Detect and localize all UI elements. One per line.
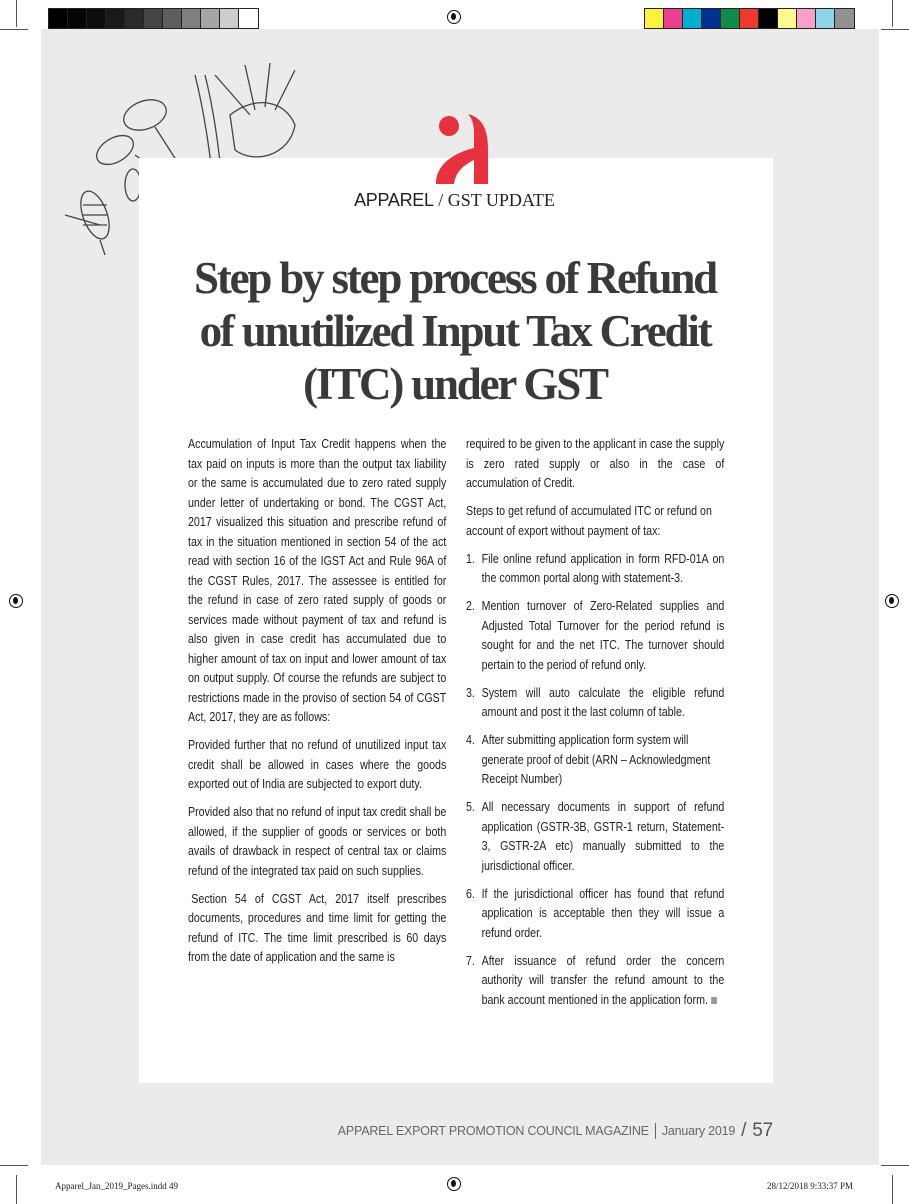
registration-mark-icon xyxy=(447,1177,461,1191)
gray-swatch xyxy=(49,9,68,28)
step-item xyxy=(466,951,724,1010)
paragraph: Provided also that no refund of input tax credit shall be allowed, if the supplier of goods or services or both avails of drawback in respect of central tax or claims refund of the integrated tax paid on such supplies. xyxy=(188,804,447,878)
crop-mark xyxy=(881,1165,909,1166)
step-item xyxy=(466,549,724,588)
magazine-name: APPAREL EXPORT PROMOTION COUNCIL MAGAZINE xyxy=(337,1124,649,1138)
crop-mark xyxy=(892,0,893,27)
gray-swatch xyxy=(239,9,258,28)
gray-swatch xyxy=(163,9,182,28)
gray-swatch xyxy=(144,9,163,28)
color-swatch xyxy=(702,9,721,28)
gray-swatch xyxy=(125,9,144,28)
step-number: 1. xyxy=(466,550,475,566)
registration-mark-icon xyxy=(885,594,899,608)
crop-mark xyxy=(16,0,17,27)
crop-mark xyxy=(0,29,28,30)
crop-mark xyxy=(0,1165,28,1166)
color-swatch xyxy=(835,9,854,28)
step-text xyxy=(482,951,725,1010)
step-number: 2. xyxy=(466,598,475,613)
step-text: Mention turnover of Zero-Related supplies and Adjusted Total Turnover for the period refund is sought for and the net ITC. The turnover should pertain to the period of refund only. xyxy=(481,598,725,672)
gray-swatch xyxy=(220,9,239,28)
page-footer xyxy=(338,1120,773,1142)
grayscale-color-bar xyxy=(48,8,259,29)
color-swatch xyxy=(664,9,683,28)
article-column-right xyxy=(466,434,724,1018)
step-item xyxy=(466,884,724,943)
color-swatch xyxy=(683,9,702,28)
process-color-bar xyxy=(644,8,855,29)
step-item xyxy=(466,596,724,674)
section-topic: GST UPDATE xyxy=(447,190,555,210)
gray-swatch xyxy=(182,9,201,28)
gray-swatch xyxy=(201,9,220,28)
section-separator: / xyxy=(433,190,448,210)
section-category: APPAREL xyxy=(354,190,434,210)
slug-timestamp: 28/12/2018 9:33:37 PM xyxy=(766,1181,853,1191)
end-of-article-square-icon xyxy=(711,997,717,1004)
title-line: of unutilized Input Tax Credit xyxy=(199,306,711,356)
magazine-logo xyxy=(428,112,498,186)
footer-divider xyxy=(655,1123,656,1139)
paragraph: Provided further that no refund of unutilized input tax credit shall be allowed in cases where the goods exported out of India are subjected to export duty. xyxy=(188,737,447,791)
registration-mark-icon xyxy=(447,10,461,24)
step-text: All necessary documents in support of refund application (GSTR-3B, GSTR-1 return, Statement-3, GSTR-2A etc) manually submitted to the jurisdictional officer. xyxy=(481,799,725,873)
color-swatch xyxy=(797,9,816,28)
step-text: File online refund application in form RFD-01A on the common portal along with statement-3. xyxy=(481,550,725,585)
page-number: 57 xyxy=(752,1120,773,1141)
step-text: If the jurisdictional officer has found that refund application is acceptable then they will issue a refund order. xyxy=(481,885,725,940)
gray-swatch xyxy=(68,9,87,28)
slug-filename: Apparel_Jan_2019_Pages.indd 49 xyxy=(55,1181,178,1191)
gray-swatch xyxy=(87,9,106,28)
article-title xyxy=(150,252,760,411)
step-item xyxy=(466,797,724,875)
step-number: 7. xyxy=(466,952,475,968)
paragraph: Section 54 of CGST Act, 2017 itself prescribes documents, procedures and time limit for getting the refund of ITC. The time limit prescribed is 60 days from the date of application and the same is xyxy=(188,890,447,964)
section-header xyxy=(0,190,909,211)
color-swatch xyxy=(816,9,835,28)
crop-mark xyxy=(16,1175,17,1204)
article-column-left xyxy=(188,434,446,975)
step-number: 4. xyxy=(466,732,475,747)
color-swatch xyxy=(740,9,759,28)
crop-mark xyxy=(881,29,909,30)
step-text: After submitting application form system will generate proof of debit (ARN – Acknowledgment Receipt Number) xyxy=(481,732,711,786)
title-line: (ITC) under GST xyxy=(303,359,607,409)
color-swatch xyxy=(721,9,740,28)
step-number: 6. xyxy=(466,885,475,901)
paragraph: Accumulation of Input Tax Credit happens when the tax paid on inputs is more than the output tax liability or the same is accumulated due to zero rated supply under letter of undertaking or bond. The CGST Act, 2017 visualized this situation and prescribe refund of tax in the situation mentioned in section 54 of the act read with section 16 of the IGST Act and Rule 96A of the CGST Rules, 2017. The assessee is entitled for the refund in case of zero rated supply of goods or services made without payment of tax and refund is also given in case credit has accumulated due to higher amount of tax on input and lower amount of tax on output supply. Of course the refunds are subject to restrictions made in the proviso of section 54 of CGST Act, 2017, they are as follows: xyxy=(188,436,447,724)
step-item xyxy=(466,730,724,789)
color-swatch xyxy=(645,9,664,28)
title-line: Step by step process of Refund xyxy=(194,253,716,303)
steps-list xyxy=(466,549,724,1010)
step-number: 5. xyxy=(466,799,475,814)
footer-slash: / xyxy=(741,1120,747,1141)
color-swatch xyxy=(778,9,797,28)
step-text: System will auto calculate the eligible refund amount and post it the last column of table. xyxy=(481,684,725,719)
step-number: 3. xyxy=(466,684,475,700)
registration-mark-icon xyxy=(9,594,23,608)
color-swatch xyxy=(759,9,778,28)
paragraph: required to be given to the applicant in case the supply is zero rated supply or also in the case of accumulation of Credit. xyxy=(466,436,725,490)
step-item xyxy=(466,683,724,722)
issue-date: January 2019 xyxy=(661,1124,736,1138)
gray-swatch xyxy=(106,9,125,28)
paragraph: Steps to get refund of accumulated ITC or refund on account of export without payment of tax: xyxy=(466,503,712,538)
step-text-content: After issuance of refund order the concern authority will transfer the refund amount to the bank account mentioned in the application form. xyxy=(481,952,725,1007)
crop-mark xyxy=(892,1175,893,1204)
